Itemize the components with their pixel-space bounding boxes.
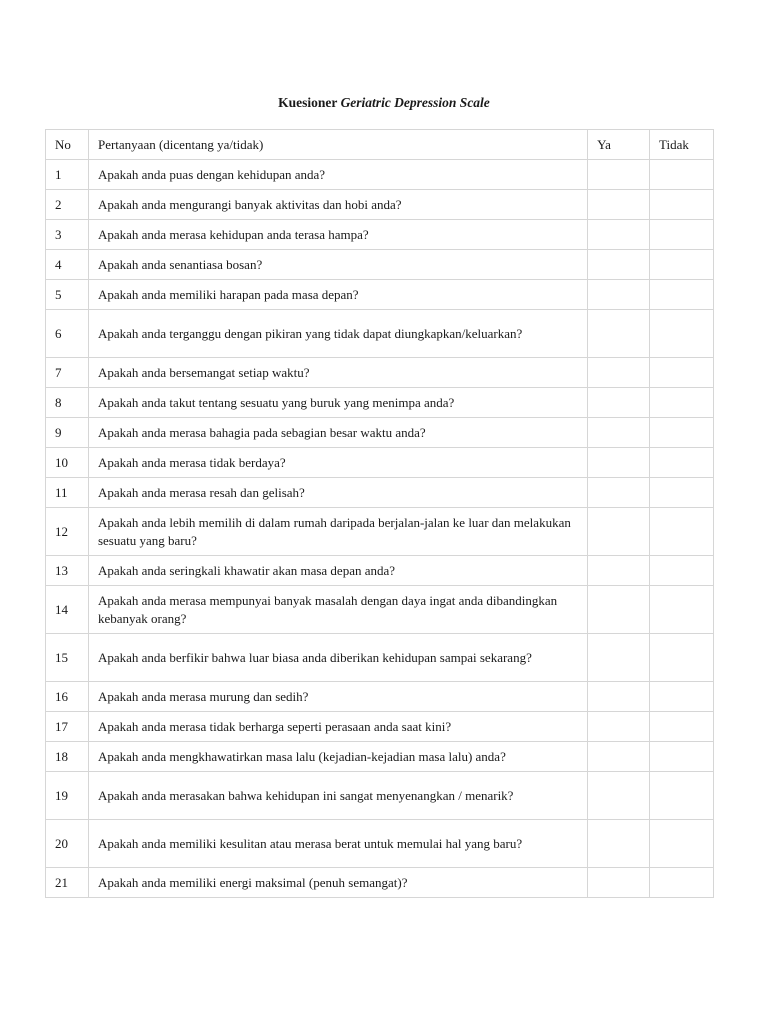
tidak-checkbox-cell[interactable]	[650, 250, 714, 280]
table-row	[46, 388, 714, 418]
row-number: 15	[46, 634, 89, 682]
row-question: Apakah anda merasa mempunyai banyak masalah dengan daya ingat anda dibandingkan kebanyak orang?	[88, 586, 587, 634]
table-row	[46, 190, 714, 220]
tidak-checkbox-cell[interactable]	[650, 772, 714, 820]
tidak-checkbox-cell[interactable]	[650, 508, 714, 556]
table-row	[46, 310, 714, 358]
row-question: Apakah anda memiliki energi maksimal (penuh semangat)?	[88, 868, 587, 898]
ya-checkbox-cell[interactable]	[588, 160, 650, 190]
tidak-checkbox-cell[interactable]	[650, 586, 714, 634]
question-rows	[46, 160, 714, 898]
ya-checkbox-cell[interactable]	[588, 220, 650, 250]
row-question: Apakah anda berfikir bahwa luar biasa anda diberikan kehidupan sampai sekarang?	[88, 634, 587, 682]
tidak-checkbox-cell[interactable]	[650, 478, 714, 508]
row-number: 12	[46, 508, 89, 556]
ya-checkbox-cell[interactable]	[588, 586, 650, 634]
ya-checkbox-cell[interactable]	[588, 508, 650, 556]
table-row	[46, 820, 714, 868]
row-question: Apakah anda lebih memilih di dalam rumah daripada berjalan-jalan ke luar dan melakukan sesuatu yang baru?	[88, 508, 587, 556]
row-question: Apakah anda merasa tidak berdaya?	[88, 448, 587, 478]
row-number: 16	[46, 682, 89, 712]
table-row	[46, 586, 714, 634]
tidak-checkbox-cell[interactable]	[650, 634, 714, 682]
tidak-checkbox-cell[interactable]	[650, 820, 714, 868]
document-title	[0, 94, 768, 112]
tidak-checkbox-cell[interactable]	[650, 448, 714, 478]
row-question: Apakah anda memiliki harapan pada masa depan?	[88, 280, 587, 310]
table-row	[46, 160, 714, 190]
header-row	[46, 130, 714, 160]
row-number: 17	[46, 712, 89, 742]
row-question: Apakah anda seringkali khawatir akan masa depan anda?	[88, 556, 587, 586]
tidak-checkbox-cell[interactable]	[650, 358, 714, 388]
row-number: 10	[46, 448, 89, 478]
row-number: 11	[46, 478, 89, 508]
ya-checkbox-cell[interactable]	[588, 820, 650, 868]
row-question: Apakah anda merasakan bahwa kehidupan ini sangat menyenangkan / menarik?	[88, 772, 587, 820]
table-row	[46, 508, 714, 556]
row-number: 1	[46, 160, 89, 190]
row-question: Apakah anda merasa murung dan sedih?	[88, 682, 587, 712]
tidak-checkbox-cell[interactable]	[650, 682, 714, 712]
tidak-checkbox-cell[interactable]	[650, 742, 714, 772]
tidak-checkbox-cell[interactable]	[650, 310, 714, 358]
tidak-checkbox-cell[interactable]	[650, 868, 714, 898]
table-row	[46, 478, 714, 508]
table-row	[46, 772, 714, 820]
tidak-checkbox-cell[interactable]	[650, 388, 714, 418]
ya-checkbox-cell[interactable]	[588, 742, 650, 772]
table-row	[46, 556, 714, 586]
title-italic: Geriatric Depression Scale	[340, 95, 490, 110]
row-number: 13	[46, 556, 89, 586]
ya-checkbox-cell[interactable]	[588, 190, 650, 220]
row-question: Apakah anda merasa bahagia pada sebagian besar waktu anda?	[88, 418, 587, 448]
table-row	[46, 682, 714, 712]
tidak-checkbox-cell[interactable]	[650, 712, 714, 742]
table-row	[46, 280, 714, 310]
row-number: 8	[46, 388, 89, 418]
row-number: 6	[46, 310, 89, 358]
table-row	[46, 712, 714, 742]
row-number: 5	[46, 280, 89, 310]
row-question: Apakah anda merasa resah dan gelisah?	[88, 478, 587, 508]
row-question: Apakah anda bersemangat setiap waktu?	[88, 358, 587, 388]
header-question: Pertanyaan (dicentang ya/tidak)	[88, 130, 587, 160]
ya-checkbox-cell[interactable]	[588, 868, 650, 898]
ya-checkbox-cell[interactable]	[588, 250, 650, 280]
row-number: 4	[46, 250, 89, 280]
row-question: Apakah anda puas dengan kehidupan anda?	[88, 160, 587, 190]
row-number: 9	[46, 418, 89, 448]
ya-checkbox-cell[interactable]	[588, 556, 650, 586]
ya-checkbox-cell[interactable]	[588, 418, 650, 448]
row-number: 20	[46, 820, 89, 868]
tidak-checkbox-cell[interactable]	[650, 190, 714, 220]
table-row	[46, 868, 714, 898]
row-question: Apakah anda mengurangi banyak aktivitas dan hobi anda?	[88, 190, 587, 220]
tidak-checkbox-cell[interactable]	[650, 160, 714, 190]
row-question: Apakah anda merasa tidak berharga seperti perasaan anda saat kini?	[88, 712, 587, 742]
header-no: No	[46, 130, 89, 160]
table-row	[46, 418, 714, 448]
row-number: 14	[46, 586, 89, 634]
ya-checkbox-cell[interactable]	[588, 634, 650, 682]
table-row	[46, 358, 714, 388]
ya-checkbox-cell[interactable]	[588, 772, 650, 820]
ya-checkbox-cell[interactable]	[588, 310, 650, 358]
tidak-checkbox-cell[interactable]	[650, 220, 714, 250]
row-question: Apakah anda takut tentang sesuatu yang buruk yang menimpa anda?	[88, 388, 587, 418]
tidak-checkbox-cell[interactable]	[650, 418, 714, 448]
table-row	[46, 250, 714, 280]
title-prefix: Kuesioner	[278, 95, 338, 110]
ya-checkbox-cell[interactable]	[588, 280, 650, 310]
table-row	[46, 448, 714, 478]
ya-checkbox-cell[interactable]	[588, 712, 650, 742]
row-question: Apakah anda mengkhawatirkan masa lalu (kejadian-kejadian masa lalu) anda?	[88, 742, 587, 772]
tidak-checkbox-cell[interactable]	[650, 556, 714, 586]
table-row	[46, 634, 714, 682]
row-question: Apakah anda merasa kehidupan anda terasa hampa?	[88, 220, 587, 250]
row-number: 2	[46, 190, 89, 220]
row-number: 21	[46, 868, 89, 898]
table-row	[46, 742, 714, 772]
ya-checkbox-cell[interactable]	[588, 448, 650, 478]
ya-checkbox-cell[interactable]	[588, 478, 650, 508]
row-question: Apakah anda terganggu dengan pikiran yang tidak dapat diungkapkan/keluarkan?	[88, 310, 587, 358]
row-number: 19	[46, 772, 89, 820]
header-ya: Ya	[588, 130, 650, 160]
row-question: Apakah anda memiliki kesulitan atau merasa berat untuk memulai hal yang baru?	[88, 820, 587, 868]
row-number: 7	[46, 358, 89, 388]
questionnaire-table	[45, 129, 714, 898]
row-question: Apakah anda senantiasa bosan?	[88, 250, 587, 280]
row-number: 18	[46, 742, 89, 772]
table-row	[46, 220, 714, 250]
ya-checkbox-cell[interactable]	[588, 682, 650, 712]
row-number: 3	[46, 220, 89, 250]
ya-checkbox-cell[interactable]	[588, 358, 650, 388]
ya-checkbox-cell[interactable]	[588, 388, 650, 418]
header-tidak: Tidak	[650, 130, 714, 160]
tidak-checkbox-cell[interactable]	[650, 280, 714, 310]
